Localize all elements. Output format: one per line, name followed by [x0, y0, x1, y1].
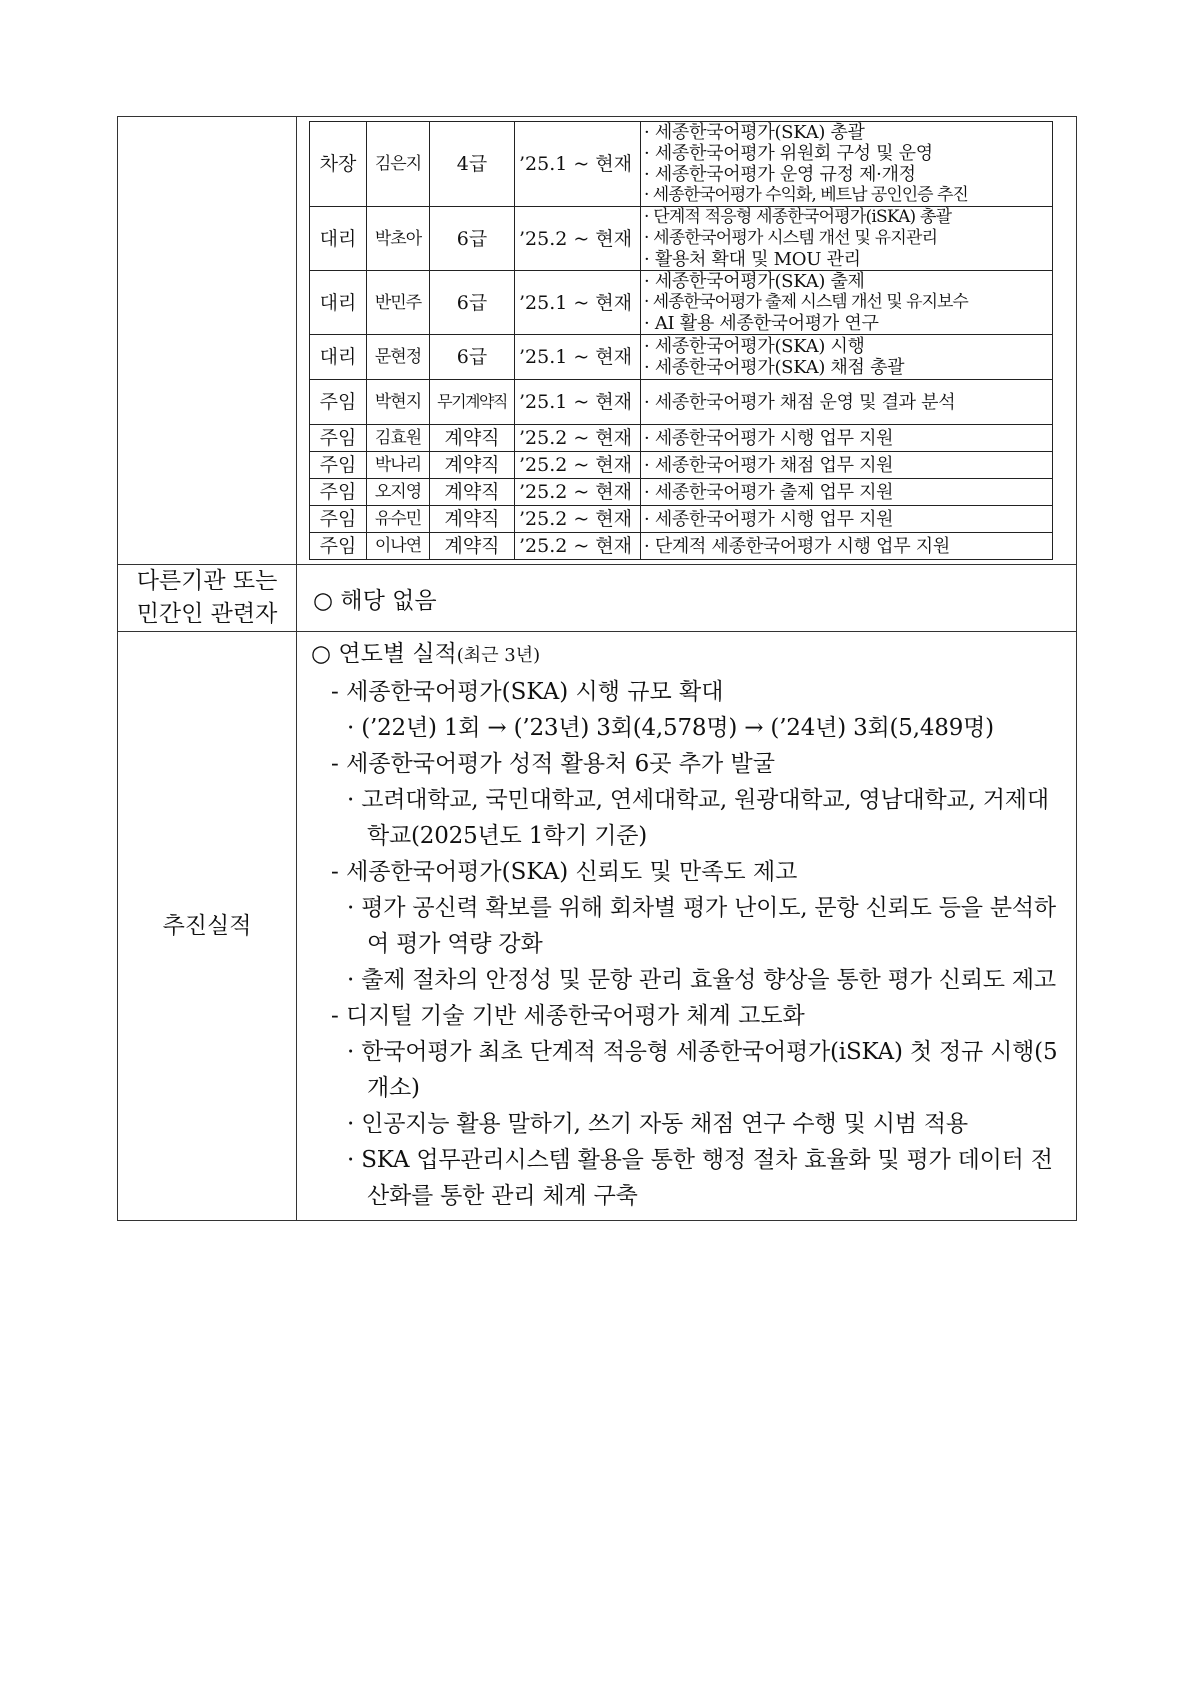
staff-table [309, 121, 1053, 560]
staff-duties [641, 479, 1053, 506]
duty-line: · 세종한국어평가 출제 시스템 개선 및 유지보수 [644, 292, 968, 312]
staff-name: 이나연 [367, 533, 430, 560]
duty-line: · 세종한국어평가(SKA) 시행 [644, 336, 865, 357]
achievement-detail: · 출제 절차의 안정성 및 문항 관리 효율성 향상을 통한 평가 신뢰도 제고 [347, 967, 1056, 993]
staff-duties [641, 207, 1053, 271]
duty-line: · 세종한국어평가 시스템 개선 및 유지관리 [644, 228, 938, 248]
staff-name: 유수민 [367, 506, 430, 533]
staff-grade: 계약직 [430, 506, 515, 533]
staff-duties [641, 122, 1053, 207]
achievement-detail: · 고려대학교, 국민대학교, 연세대학교, 원광대학교, 영남대학교, 거제대학교(2025년도 1학기 기준) [347, 787, 1049, 849]
duty-line: · 세종한국어평가(SKA) 총괄 [644, 122, 865, 143]
staff-title: 주임 [310, 380, 367, 425]
staff-name: 박초아 [367, 207, 430, 271]
achievement-detail: · (’22년) 1회 → (’23년) 3회(4,578명) → (’24년) 3회(5,489명) [347, 715, 994, 741]
staff-grade: 계약직 [430, 479, 515, 506]
duty-line: · 세종한국어평가(SKA) 채점 총괄 [644, 357, 905, 378]
staff-grade: 6급 [430, 207, 515, 271]
staff-period: ’25.2 ~ 현재 [515, 452, 641, 479]
staff-title: 주임 [310, 425, 367, 452]
staff-duties [641, 335, 1053, 380]
table-row [310, 452, 1053, 479]
staff-period: ’25.2 ~ 현재 [515, 479, 641, 506]
staff-title: 대리 [310, 207, 367, 271]
achievement-detail: · 평가 공신력 확보를 위해 회차별 평가 난이도, 문항 신뢰도 등을 분석하여 평가 역량 강화 [347, 895, 1056, 957]
staff-duties [641, 452, 1053, 479]
table-row [310, 425, 1053, 452]
staff-title: 대리 [310, 335, 367, 380]
main-document-table [117, 116, 1077, 1221]
staff-title: 주임 [310, 506, 367, 533]
table-row [310, 335, 1053, 380]
duty-line: · 세종한국어평가 시행 업무 지원 [644, 508, 894, 530]
staff-name: 오지영 [367, 479, 430, 506]
staff-name: 김효원 [367, 425, 430, 452]
staff-name: 박현지 [367, 380, 430, 425]
duty-line: · 세종한국어평가 위원회 구성 및 운영 [644, 143, 933, 164]
staff-period: ’25.1 ~ 현재 [515, 335, 641, 380]
related-party-row [118, 565, 1077, 632]
duty-line: · 세종한국어평가 출제 업무 지원 [644, 481, 894, 503]
table-row [310, 506, 1053, 533]
staff-title: 주임 [310, 533, 367, 560]
staff-grade: 계약직 [430, 425, 515, 452]
achievement-detail: · SKA 업무관리시스템 활용을 통한 행정 절차 효율화 및 평가 데이터 전산화를 통한 관리 체계 구축 [347, 1147, 1053, 1209]
staff-row [118, 117, 1077, 565]
related-label-line: 다른기관 또는 [136, 568, 278, 594]
staff-name: 박나리 [367, 452, 430, 479]
staff-period: ’25.1 ~ 현재 [515, 271, 641, 335]
staff-duties [641, 506, 1053, 533]
staff-grade: 4급 [430, 122, 515, 207]
table-row [310, 380, 1053, 425]
staff-period: ’25.2 ~ 현재 [515, 207, 641, 271]
duty-line: · 세종한국어평가 운영 규정 제·개정 [644, 164, 916, 185]
duty-line: · AI 활용 세종한국어평가 연구 [644, 313, 879, 334]
table-row [310, 271, 1053, 335]
staff-title: 주임 [310, 452, 367, 479]
staff-title: 차장 [310, 122, 367, 207]
achievements-heading-text: ○ 연도별 실적 [311, 641, 457, 667]
related-party-label [118, 565, 297, 632]
staff-name: 문현정 [367, 335, 430, 380]
duty-line: · 단계적 세종한국어평가 시행 업무 지원 [644, 535, 950, 557]
achievement-item: - 세종한국어평가(SKA) 시행 규모 확대 [331, 679, 724, 705]
staff-duties [641, 271, 1053, 335]
duty-line: · 단계적 적응형 세종한국어평가(iSKA) 총괄 [644, 207, 952, 227]
staff-period: ’25.2 ~ 현재 [515, 506, 641, 533]
staff-grade: 6급 [430, 271, 515, 335]
duty-line: · 세종한국어평가 채점 운영 및 결과 분석 [644, 391, 956, 413]
achievement-detail: · 한국어평가 최초 단계적 적응형 세종한국어평가(iSKA) 첫 정규 시행(5개소) [347, 1039, 1058, 1101]
achievement-item: - 세종한국어평가(SKA) 신뢰도 및 만족도 제고 [331, 859, 798, 885]
achievements-heading [311, 636, 1066, 674]
staff-period: ’25.1 ~ 현재 [515, 380, 641, 425]
related-label-line: 민간인 관련자 [136, 601, 278, 627]
table-row [310, 207, 1053, 271]
staff-name: 반민주 [367, 271, 430, 335]
staff-title: 대리 [310, 271, 367, 335]
achievements-row [118, 632, 1077, 1221]
table-row [310, 122, 1053, 207]
staff-period: ’25.2 ~ 현재 [515, 533, 641, 560]
staff-name: 김은지 [367, 122, 430, 207]
achievement-item: - 디지털 기술 기반 세종한국어평가 체계 고도화 [331, 1003, 805, 1029]
table-row [310, 533, 1053, 560]
staff-duties [641, 380, 1053, 425]
duty-line: · 세종한국어평가 채점 업무 지원 [644, 454, 894, 476]
staff-table-cell [297, 117, 1077, 565]
staff-label-cell [118, 117, 297, 565]
staff-grade: 6급 [430, 335, 515, 380]
related-party-value: ○ 해당 없음 [297, 565, 1077, 632]
achievements-content [297, 632, 1077, 1221]
achievement-detail: · 인공지능 활용 말하기, 쓰기 자동 채점 연구 수행 및 시범 적용 [347, 1111, 968, 1137]
table-row [310, 479, 1053, 506]
staff-title: 주임 [310, 479, 367, 506]
duty-line: · 세종한국어평가 수익화, 베트남 공인인증 추진 [644, 185, 968, 205]
achievement-item: - 세종한국어평가 성적 활용처 6곳 추가 발굴 [331, 751, 775, 777]
staff-duties [641, 533, 1053, 560]
staff-grade: 계약직 [430, 452, 515, 479]
staff-period: ’25.2 ~ 현재 [515, 425, 641, 452]
duty-line: · 세종한국어평가(SKA) 출제 [644, 271, 865, 292]
staff-grade: 계약직 [430, 533, 515, 560]
staff-duties [641, 425, 1053, 452]
staff-period: ’25.1 ~ 현재 [515, 122, 641, 207]
achievements-label: 추진실적 [118, 632, 297, 1221]
achievements-heading-note: (최근 3년) [456, 645, 541, 666]
staff-grade: 무기계약직 [430, 380, 515, 425]
duty-line: · 세종한국어평가 시행 업무 지원 [644, 427, 894, 449]
duty-line: · 활용처 확대 및 MOU 관리 [644, 249, 861, 270]
